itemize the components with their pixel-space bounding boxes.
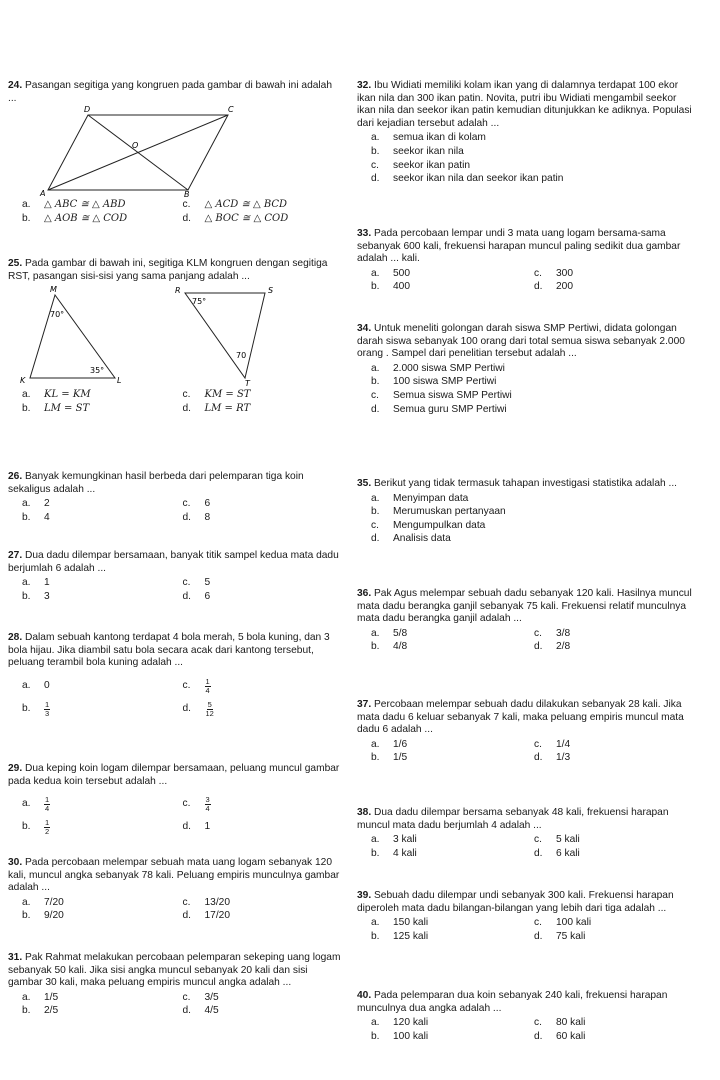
option-c[interactable]: c. 5 [182, 577, 211, 589]
question-number: 39. [357, 890, 372, 901]
question-stem: Pak Agus melempar sebuah dadu sebanyak 120 kali. Hasilnya muncul mata dadu berangka ganjil sebanyak 75 kali. Frekuensi relatif munculnya mata dadu berangka ganjil adalah ... [357, 588, 692, 625]
options-25 [8, 389, 343, 415]
option-d[interactable]: d. 2/8 [534, 641, 571, 653]
question-number: 27. [8, 550, 23, 561]
option-b[interactable]: b. 9/20 [22, 910, 64, 922]
parallelogram-figure [38, 105, 238, 197]
label-R: R [175, 286, 181, 296]
option-a[interactable]: a. 0 [22, 679, 50, 691]
question-31 [8, 952, 343, 1018]
label-D: D [84, 105, 91, 115]
options-39 [357, 917, 697, 943]
options-36 [357, 628, 697, 654]
question-35 [357, 478, 697, 546]
question-stem: Dua keping koin logam dilempar bersamaan, peluang muncul gambar pada kedua koin tersebut adalah ... [8, 763, 340, 787]
options-35 [357, 493, 697, 546]
option-b[interactable]: b. 400 [371, 281, 410, 293]
question-stem: Dalam sebuah kantong terdapat 4 bola merah, 5 bola kuning, dan 3 bola hijau. Jika diambil satu bola secara acak dari kantong tersebut, peluang terambil bola kuning adalah ... [8, 632, 330, 669]
question-30 [8, 857, 343, 923]
option-b[interactable]: b. $\frac{1}{2}$ [22, 818, 50, 837]
option-d[interactable]: d. 1 [182, 821, 211, 833]
option-c[interactable]: c. $\frac{3}{4}$ [182, 795, 210, 814]
option-b[interactable]: b. 100 kali [371, 1030, 429, 1042]
question-33 [357, 228, 697, 294]
option-b[interactable]: b. seekor ikan nila [371, 145, 464, 157]
fraction: $\frac{1}{2}$ [45, 818, 50, 837]
options-26 [8, 498, 343, 524]
option-a[interactable]: a. 2 [22, 498, 50, 510]
option-c[interactable]: c. 300 [534, 267, 573, 279]
question-stem: Pasangan segitiga yang kongruen pada gambar di bawah ini adalah ... [8, 80, 332, 104]
option-d[interactable]: d. 6 [182, 590, 211, 602]
option-b[interactable]: b. LM = ST [22, 402, 90, 414]
question-28 [8, 632, 343, 718]
option-b[interactable]: b. Merumuskan pertanyaan [371, 506, 506, 518]
option-a[interactable]: a. Menyimpan data [371, 492, 469, 504]
option-d[interactable]: d. 60 kali [534, 1030, 586, 1042]
fraction: $\frac{1}{3}$ [45, 699, 50, 718]
options-33 [357, 268, 697, 294]
angle-r-label: 75° [192, 297, 207, 307]
option-a[interactable]: a. semua ikan di kolam [371, 132, 486, 144]
option-d[interactable]: d. 1/3 [534, 752, 571, 764]
question-stem: Pada percobaan melempar sebuah mata uang logam sebanyak 120 kali, muncul angka sebanyak 78 kali. Peluang empiris munculnya gambar adalah ... [8, 857, 340, 894]
question-stem: Pak Rahmat melakukan percobaan pelemparan sekeping uang logam sebanyak 50 kali. Jika sisi angka muncul sebanyak 20 kali dan sisi gambar 30 kali, maka peluang empiris muncul angka adalah ... [8, 952, 341, 989]
triangles-figure [20, 283, 280, 387]
option-d[interactable]: d. 75 kali [534, 930, 586, 942]
option-a[interactable]: a. 500 [371, 267, 410, 279]
option-a[interactable]: a. 2.000 siswa SMP Pertiwi [371, 362, 505, 374]
options-32 [357, 132, 697, 185]
option-b[interactable]: b. $\frac{1}{3}$ [22, 699, 50, 718]
option-d[interactable]: d. 200 [534, 281, 573, 293]
fraction: $\frac{1}{4}$ [45, 795, 50, 814]
option-b[interactable]: b. 125 kali [371, 930, 429, 942]
question-number: 33. [357, 228, 372, 239]
question-25 [8, 258, 343, 415]
question-number: 37. [357, 699, 372, 710]
option-d[interactable]: d. 6 kali [534, 847, 580, 859]
option-c[interactable]: c. $\frac{1}{4}$ [182, 676, 210, 695]
question-stem: Pada percobaan lempar undi 3 mata uang logam bersama-sama sebanyak 600 kali, frekuensi harapan muncul paling sedikit dua gambar adalah ... kali. [357, 228, 681, 265]
option-c[interactable]: c. KM = ST [182, 389, 251, 401]
question-stem: Dua dadu dilempar bersama sebanyak 48 kali, frekuensi harapan muncul mata dadu berjumlah 4 adalah ... [357, 807, 669, 831]
label-K: K [20, 376, 26, 386]
option-c[interactable]: c. 3/8 [534, 627, 571, 639]
question-number: 34. [357, 323, 372, 334]
question-number: 24. [8, 80, 23, 91]
label-B: B [184, 190, 190, 198]
option-b[interactable]: b. 1/5 [371, 752, 408, 764]
label-O: O [132, 141, 139, 151]
option-c[interactable]: c. Mengumpulkan data [371, 519, 486, 531]
option-b[interactable]: b. 4/8 [371, 641, 408, 653]
options-34 [357, 363, 697, 416]
question-stem: Pada gambar di bawah ini, segitiga KLM kongruen dengan segitiga RST, pasangan sisi-sisi yang sama panjang adalah ... [8, 258, 328, 282]
option-d[interactable]: d. LM = RT [182, 402, 251, 414]
option-a[interactable]: a. KL = KM [22, 389, 91, 401]
question-number: 38. [357, 807, 372, 818]
option-b[interactable]: b. 4 [22, 511, 50, 523]
option-c[interactable]: c. 100 kali [534, 917, 592, 929]
question-number: 30. [8, 857, 23, 868]
angle-t-label: 70 [236, 351, 247, 361]
option-c[interactable]: c. 80 kali [534, 1017, 586, 1029]
option-b[interactable]: b. 4 kali [371, 847, 417, 859]
option-d[interactable]: d. $\frac{5}{12}$ [182, 699, 214, 718]
option-d[interactable]: d. Semua guru SMP Pertiwi [371, 403, 507, 415]
option-a[interactable]: a. 1 [22, 577, 50, 589]
fraction: $\frac{5}{12}$ [205, 699, 214, 718]
options-40 [357, 1017, 697, 1043]
question-stem: Sebuah dadu dilempar undi sebanyak 300 kali. Frekuensi harapan diperoleh mata dadu bilangan-bilangan yang lebih dari tiga adalah ... [357, 890, 674, 914]
options-38 [357, 834, 697, 860]
question-24 [8, 80, 343, 225]
label-A: A [40, 189, 46, 198]
label-T: T [245, 379, 250, 388]
label-S: S [268, 286, 274, 296]
option-c[interactable]: c. △ ACD ≅ △ BCD [182, 199, 288, 211]
option-b[interactable]: b. 3 [22, 590, 50, 602]
question-stem: Ibu Widiati memiliki kolam ikan yang di dalamnya terdapat 100 ekor ikan nila dan 300 ikan patin. Novita, putri ibu Widiati mengambil seekor ikan nila dan seekor ikan patin kemudian ditunjukkan ke adiknya. Populasi dari kejadian tersebut adalah ... [357, 80, 692, 129]
question-39 [357, 890, 697, 943]
question-stem: Pada pelemparan dua koin sebanyak 240 kali, frekuensi harapan munculnya dua angka adalah ... [357, 990, 668, 1014]
question-number: 25. [8, 258, 23, 269]
question-32 [357, 80, 697, 186]
options-30 [8, 897, 343, 923]
label-C: C [228, 105, 234, 115]
question-27 [8, 550, 343, 603]
option-c[interactable]: c. 6 [182, 498, 211, 510]
question-stem: Percobaan melempar sebuah dadu dilakukan sebanyak 28 kali. Jika mata dadu 6 keluar sebanyak 7 kali, maka peluang empiris muncul mata dadu 6 adalah ... [357, 699, 684, 736]
question-number: 32. [357, 80, 372, 91]
question-34 [357, 323, 697, 416]
option-d[interactable]: d. Analisis data [371, 533, 451, 545]
question-stem: Untuk meneliti golongan darah siswa SMP Pertiwi, didata golongan darah siswa sebanyak 100 orang dari total semua siswa sebanyak 2.000 orang . Sampel dari penelitian tersebut adalah ... [357, 323, 685, 360]
options-31 [8, 992, 343, 1018]
options-24 [8, 199, 343, 225]
question-stem: Dua dadu dilempar bersamaan, banyak titik sampel kedua mata dadu berjumlah 6 adalah ... [8, 550, 339, 574]
question-37 [357, 699, 697, 765]
option-d[interactable]: d. 17/20 [182, 910, 230, 922]
option-c[interactable]: c. seekor ikan patin [371, 159, 471, 171]
question-number: 28. [8, 632, 23, 643]
question-number: 35. [357, 478, 372, 489]
question-40 [357, 990, 697, 1043]
option-a[interactable]: a. △ ABC ≅ △ ABD [22, 199, 126, 211]
question-number: 29. [8, 763, 23, 774]
options-28 [8, 678, 343, 718]
options-27 [8, 577, 343, 603]
diagonal-bd [88, 115, 188, 190]
option-c[interactable]: c. 1/4 [534, 738, 571, 750]
question-number: 36. [357, 588, 372, 599]
question-number: 31. [8, 952, 23, 963]
question-stem: Berikut yang tidak termasuk tahapan investigasi statistika adalah ... [374, 478, 677, 489]
option-a[interactable]: a. 120 kali [371, 1017, 429, 1029]
option-a[interactable]: a. 150 kali [371, 917, 429, 929]
fraction: $\frac{3}{4}$ [205, 795, 210, 814]
question-38 [357, 807, 697, 860]
option-a[interactable]: a. 3 kali [371, 834, 417, 846]
options-37 [357, 739, 697, 765]
option-c[interactable]: c. 5 kali [534, 834, 580, 846]
option-a[interactable]: a. 1/5 [22, 991, 59, 1003]
fraction: $\frac{1}{4}$ [205, 676, 210, 695]
angle-l-label: 35° [90, 366, 105, 376]
question-29 [8, 763, 343, 836]
question-number: 40. [357, 990, 372, 1001]
option-a[interactable]: a. 7/20 [22, 896, 64, 908]
option-d[interactable]: d. △ BOC ≅ △ COD [182, 212, 289, 224]
option-d[interactable]: d. seekor ikan nila dan seekor ikan patin [371, 173, 564, 185]
option-d[interactable]: d. 8 [182, 511, 211, 523]
option-c[interactable]: c. Semua siswa SMP Pertiwi [371, 389, 512, 401]
question-36 [357, 588, 697, 654]
question-stem: Banyak kemungkinan hasil berbeda dari pelemparan tiga koin sekaligus adalah ... [8, 471, 304, 495]
question-number: 26. [8, 471, 23, 482]
option-b[interactable]: b. 2/5 [22, 1005, 59, 1017]
label-L: L [117, 376, 122, 386]
option-b[interactable]: b. △ AOB ≅ △ COD [22, 212, 128, 224]
option-b[interactable]: b. 100 siswa SMP Pertiwi [371, 376, 497, 388]
option-a[interactable]: a. 1/6 [371, 738, 408, 750]
option-c[interactable]: c. 3/5 [182, 991, 219, 1003]
label-M: M [50, 285, 57, 295]
options-29 [8, 796, 343, 836]
option-c[interactable]: c. 13/20 [182, 896, 230, 908]
option-d[interactable]: d. 4/5 [182, 1005, 219, 1017]
option-a[interactable]: a. 5/8 [371, 627, 408, 639]
angle-m-label: 70° [50, 310, 65, 320]
option-a[interactable]: a. $\frac{1}{4}$ [22, 795, 50, 814]
question-26 [8, 471, 343, 524]
